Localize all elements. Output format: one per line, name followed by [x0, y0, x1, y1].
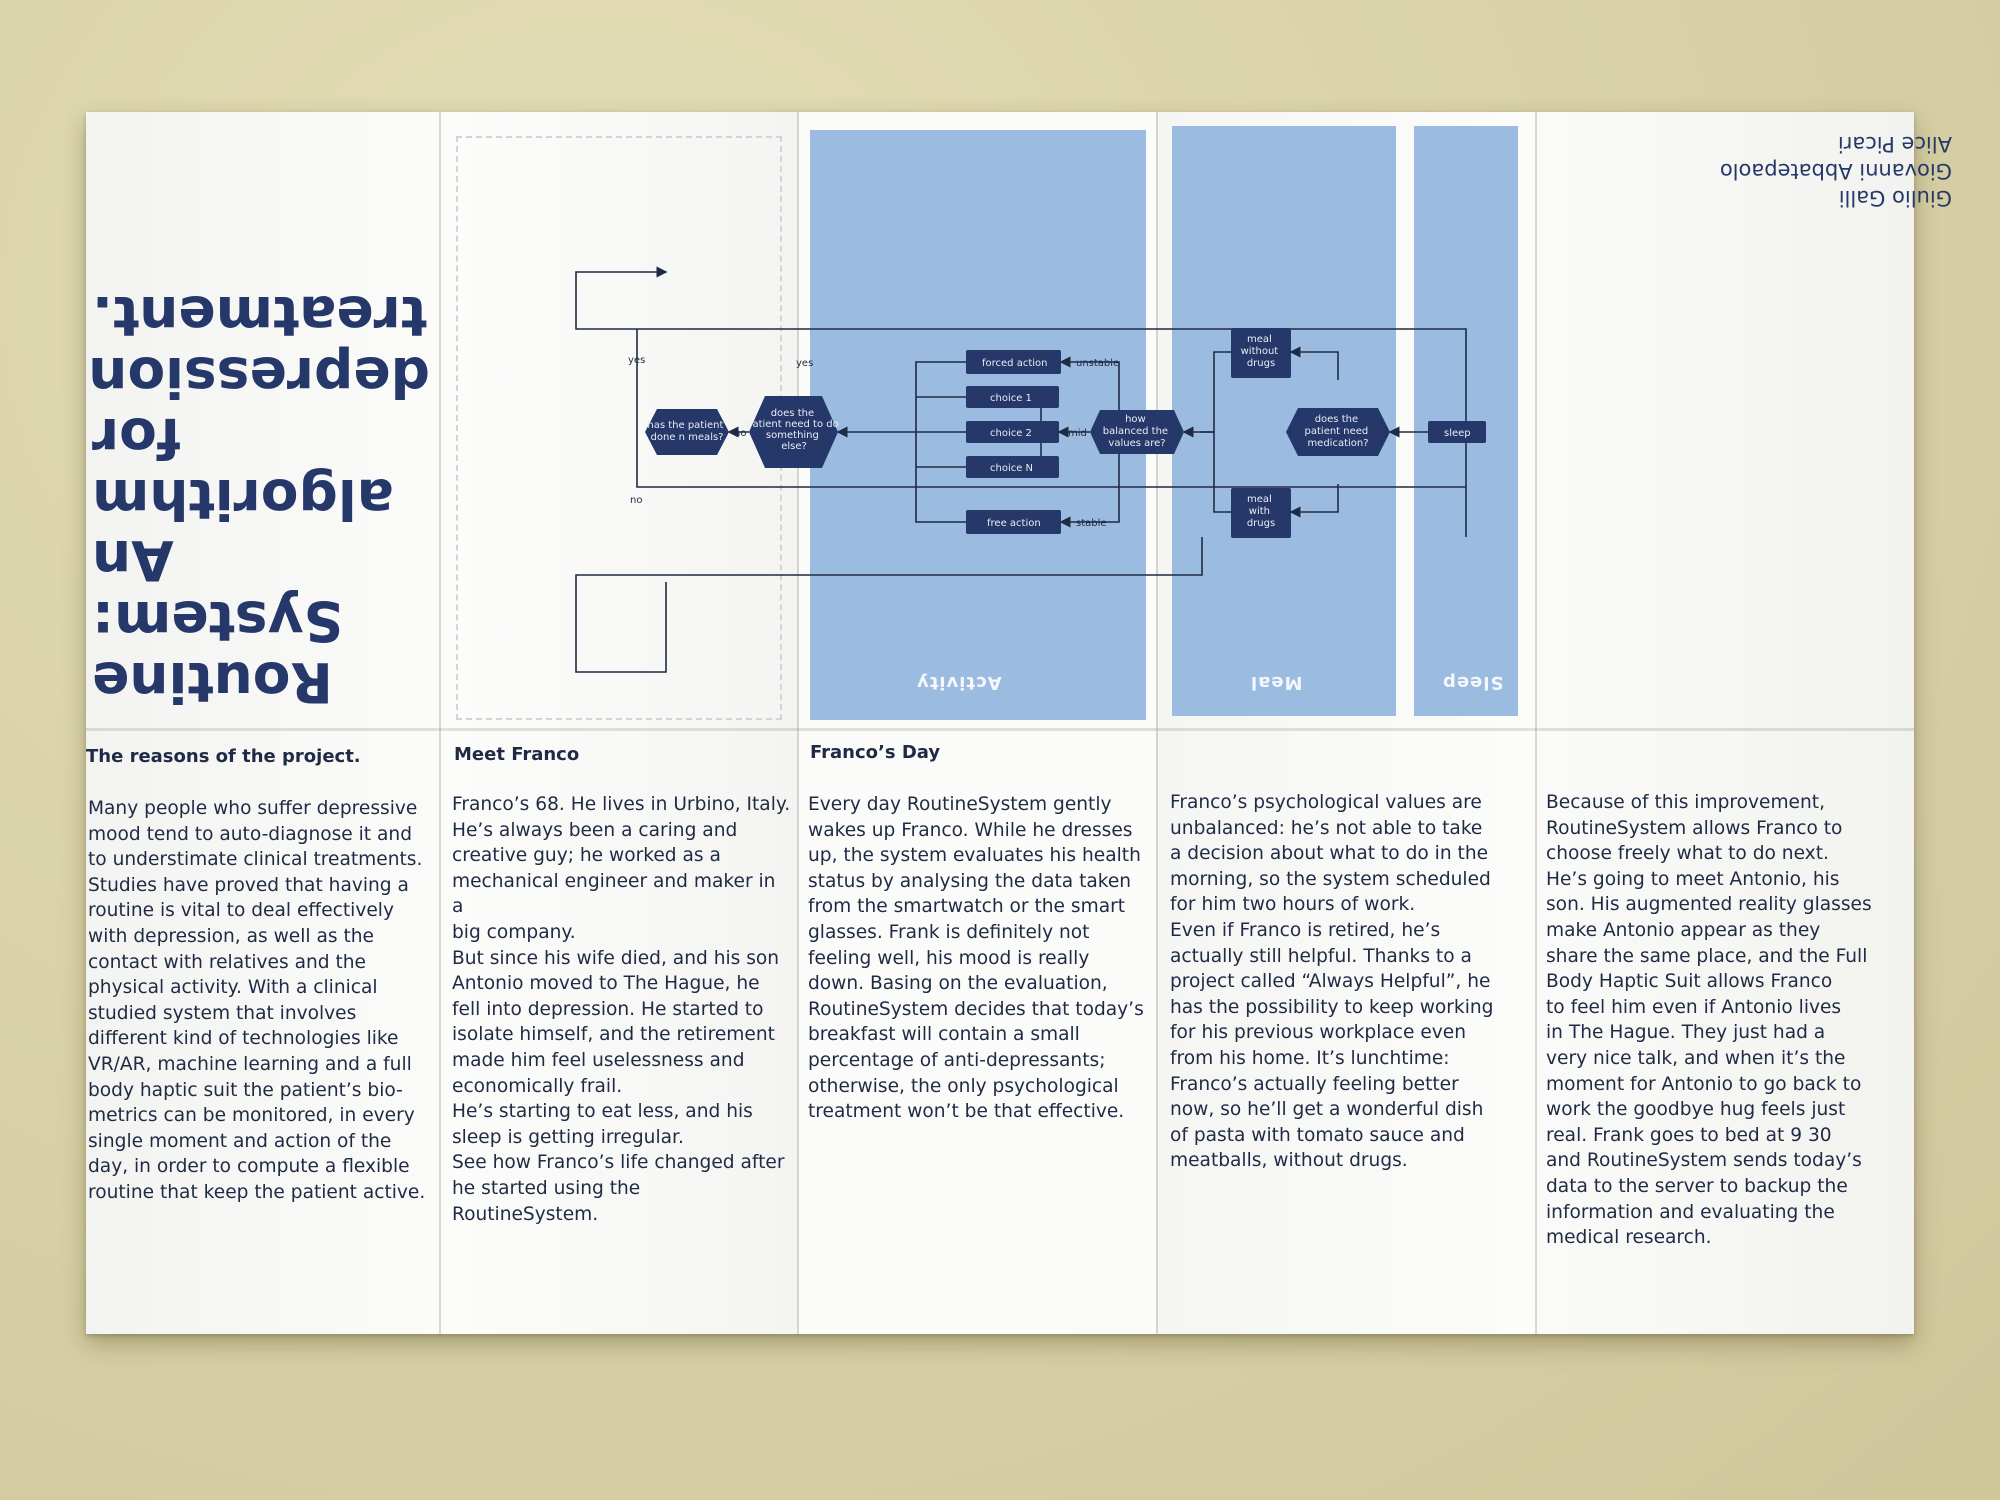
section-body: Franco’s psychological values are unbalanced: he’s not able to take a decision about what to do in the morning, so the system scheduled for him two hours of work. Even if Franco is retired, he’s actually still helpful. Thanks to a project called “Always Helpful”, he has the possibility to keep working for his previous workplace even from his home. It’s lunchtime: Franco’s actually feeling better now, so he’ll get a wonderful dish of pasta with tomato sauce and meatballs, without drugs. [1170, 792, 1494, 1172]
connector-line [1291, 352, 1338, 380]
free-action-node [966, 510, 1061, 534]
forced-action-node [966, 350, 1061, 374]
edge-label-no: no [734, 428, 747, 439]
connector-line [916, 432, 966, 522]
svg-text:free action: free action [987, 518, 1041, 529]
edge-label-unstable: unstable [1076, 358, 1120, 369]
else-question-node [746, 396, 842, 468]
edge-label-no: no [630, 495, 643, 506]
section-body: Franco’s 68. He lives in Urbino, Italy. He’s always been a caring and creative guy; he worked as a mechanical engineer and maker in a big company. But since his wife died, and his son Antonio moved to The Hague, he fell into depression. He started to isolate himself, and the retirement made him feel uselessness and economically frail. He’s starting to eat less, and his sleep is getting irregular. See how Franco’s life changed after he started using the RoutineSystem. [452, 794, 791, 1225]
svg-text:how balanced the: how balanced the values are? [1102, 414, 1169, 449]
leaflet-sheet [86, 112, 1952, 1334]
author-name: Giovanni Abbatepaolo [1719, 159, 1952, 183]
svg-text:sleep: sleep [1444, 428, 1471, 439]
sleep-label: Sleep [1442, 672, 1504, 693]
edge-label-yes: yes [628, 355, 646, 366]
title-line: for depression [88, 345, 430, 470]
connector-line [1061, 362, 1119, 412]
title-line: Routine [92, 650, 333, 714]
section-heading: Franco’s Day [810, 742, 941, 763]
author-name: Giulio Galli [1838, 186, 1952, 210]
svg-text:choice 2: choice 2 [990, 428, 1032, 439]
svg-text:does the patient nee: does the patient need to do something else? [746, 408, 839, 452]
sleep-node [1428, 421, 1486, 443]
activity-label: Activity [916, 672, 1002, 693]
title-line: treatment. [92, 284, 428, 348]
choice-1-node [966, 386, 1059, 408]
connector-line [1291, 484, 1338, 512]
edge-label-mid: mid [1068, 428, 1087, 439]
svg-text:does the patient nee: does the patient need medication? [1304, 414, 1369, 449]
svg-text:choice N: choice N [990, 463, 1034, 474]
meal-with-drugs-node [1231, 488, 1291, 538]
author-name: Alice Picari [1837, 132, 1952, 156]
values-question-node [1090, 410, 1184, 454]
svg-text:meal without: meal without drugs [1240, 334, 1279, 369]
meal-without-drugs-node [1231, 328, 1291, 378]
edge-label-yes: yes [796, 358, 814, 369]
edge-label-stable: stable [1076, 518, 1107, 529]
section-body: Many people who suffer depressive mood tend to auto-diagnose it and to understimate clinical treatments. Studies have proved that having a routine is vital to deal effectively with depression, as well as the contact with relatives and the physical activity. With a clinical studied system that involves different kind of technologies like VR/AR, machine learning and a full body haptic suit the patient’s bio- metrics can be monitored, in every single moment and action of the day, in order to compute a flexible routine that keep the patient active. [88, 798, 426, 1203]
svg-text:meal with: meal with drugs [1246, 494, 1276, 529]
section-heading: The reasons of the project. [86, 746, 361, 767]
medication-question-node [1286, 408, 1390, 456]
choice-2-node [966, 421, 1059, 443]
meal-label: Meal [1250, 672, 1303, 693]
title-line: System: [92, 589, 344, 653]
choice-n-node [966, 456, 1059, 478]
svg-text:has the patient done: has the patient done n meals? [647, 420, 724, 443]
svg-text:choice 1: choice 1 [990, 393, 1032, 404]
connector-line [576, 537, 1202, 672]
section-heading: Meet Franco [454, 744, 580, 765]
section-body: Because of this improvement, RoutineSystem allows Franco to choose freely what to do next. He’s going to meet Antonio, his son. His augmented reality glasses make Antonio appear as they share the same place, and the Full Body Haptic Suit allows Franco to feel him even if Antonio lives in The Hague. They just had a very nice talk, and when it’s the moment for Antonio to go back to work the goodbye hug feels just real. Frank goes to bed at 9 30 and RoutineSystem sends today’s data to the server to backup the information and evaluating the medical research. [1546, 792, 1872, 1249]
section-body: Every day RoutineSystem gently wakes up Franco. While he dresses up, the system evaluates his health status by analysing the data taken from the smartwatch or the smart glasses. Frank is definitely not feeling well, his mood is really down. Basing on the evaluation, RoutineSystem decides that today’s breakfast will contain a small percentage of anti-depressants; otherwise, the only psychological treatment won’t be that effective. [808, 794, 1144, 1123]
title-line: An algorithm [92, 467, 394, 592]
svg-text:forced action: forced action [982, 358, 1048, 369]
meals-question-node [645, 409, 729, 455]
